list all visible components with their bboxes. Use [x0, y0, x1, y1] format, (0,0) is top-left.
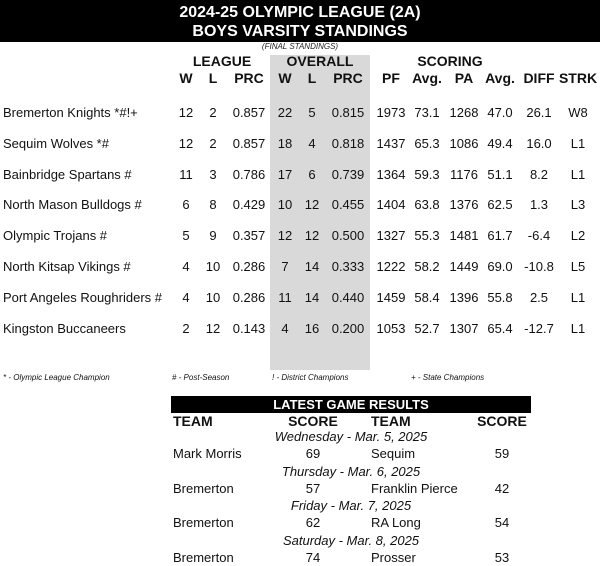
scoring-group-header: SCORING [417, 53, 483, 69]
legend-district: ! - District Champions [272, 373, 349, 382]
stat-pf: 1404 [376, 197, 406, 212]
col-overall-l: L [307, 70, 317, 86]
stat-pfavg: 63.8 [414, 197, 440, 212]
stat-paavg: 65.4 [487, 321, 513, 336]
team-name: Bremerton Knights *#!+ [3, 105, 138, 120]
col-diff: DIFF [523, 70, 555, 86]
results-header-score2: SCORE [477, 413, 527, 429]
stat-ow: 10 [277, 197, 293, 212]
stat-pa: 1449 [449, 259, 479, 274]
stat-pa: 1268 [449, 105, 479, 120]
stat-ow: 11 [278, 290, 292, 305]
stat-pf: 1437 [376, 136, 406, 151]
col-league-w: W [179, 70, 193, 86]
stat-paavg: 55.8 [487, 290, 513, 305]
title-bar [0, 0, 600, 42]
results-header-team2: TEAM [371, 413, 411, 429]
stat-paavg: 51.1 [487, 167, 513, 182]
game-score1: 57 [305, 481, 321, 496]
col-pf-avg: Avg. [412, 70, 442, 86]
stat-pa: 1176 [450, 167, 478, 182]
stat-ol: 4 [308, 136, 316, 151]
game-team2: Prosser [371, 550, 416, 565]
stat-ol: 14 [304, 259, 320, 274]
game-team1: Bremerton [173, 481, 234, 496]
stat-ol: 14 [304, 290, 320, 305]
stat-pf: 1327 [376, 228, 406, 243]
title-line-1: 2024-25 OLYMPIC LEAGUE (2A) [179, 4, 421, 21]
game-team2: Franklin Pierce [371, 481, 458, 496]
stat-ll: 2 [209, 105, 217, 120]
stat-lprc: 0.857 [232, 105, 266, 120]
stat-pfavg: 73.1 [414, 105, 440, 120]
stat-oprc: 0.200 [331, 321, 365, 336]
stat-oprc: 0.815 [331, 105, 365, 120]
stat-pa: 1481 [449, 228, 479, 243]
stat-ll: 12 [205, 321, 221, 336]
stat-paavg: 69.0 [487, 259, 513, 274]
stat-oprc: 0.739 [331, 167, 365, 182]
game-team2: Sequim [371, 446, 416, 461]
stat-ll: 10 [205, 290, 221, 305]
stat-pfavg: 55.3 [414, 228, 440, 243]
stat-ow: 4 [281, 321, 289, 336]
stat-strk: L1 [570, 290, 586, 305]
stat-diff: 16.0 [526, 136, 552, 151]
stat-paavg: 47.0 [487, 105, 513, 120]
stat-ow: 17 [277, 167, 293, 182]
stat-pf: 1222 [376, 259, 406, 274]
stat-ow: 22 [277, 105, 293, 120]
stat-strk: L1 [570, 321, 586, 336]
game-score1: 74 [305, 550, 321, 565]
stat-strk: L1 [570, 136, 586, 151]
stat-pfavg: 59.3 [414, 167, 440, 182]
stat-oprc: 0.500 [331, 228, 365, 243]
game-date: Saturday - Mar. 8, 2025 [282, 533, 420, 548]
game-team1: Bremerton [173, 550, 234, 565]
stat-oprc: 0.333 [331, 259, 365, 274]
stat-pa: 1086 [449, 136, 479, 151]
stat-diff: -12.7 [524, 321, 554, 336]
stat-ol: 12 [304, 228, 320, 243]
col-overall-w: W [278, 70, 292, 86]
stat-ll: 2 [209, 136, 217, 151]
game-score1: 62 [305, 515, 321, 530]
stat-lw: 4 [182, 259, 190, 274]
stat-ll: 10 [205, 259, 221, 274]
game-score2: 53 [494, 550, 510, 565]
game-team2: RA Long [371, 515, 421, 530]
results-header-score1: SCORE [288, 413, 338, 429]
stat-ol: 5 [308, 105, 316, 120]
stat-ow: 7 [281, 259, 289, 274]
legend-state: + - State Champions [411, 373, 485, 382]
stat-diff: 8.2 [529, 167, 549, 182]
stat-ow: 12 [277, 228, 293, 243]
col-league-l: L [208, 70, 218, 86]
stat-diff: 26.1 [526, 105, 552, 120]
stat-lprc: 0.786 [232, 167, 266, 182]
stat-lw: 11 [179, 167, 193, 182]
results-header-team1: TEAM [173, 413, 213, 429]
stat-paavg: 62.5 [487, 197, 513, 212]
legend-champion: * - Olympic League Champion [3, 373, 110, 382]
stat-ol: 6 [308, 167, 316, 182]
stat-ow: 18 [277, 136, 293, 151]
stat-lw: 6 [182, 197, 190, 212]
team-name: North Kitsap Vikings # [3, 259, 131, 274]
game-team1: Mark Morris [173, 446, 242, 461]
stat-pfavg: 52.7 [414, 321, 440, 336]
stat-pf: 1053 [376, 321, 406, 336]
stat-lw: 4 [182, 290, 190, 305]
stat-strk: L5 [570, 259, 586, 274]
col-pa: PA [454, 70, 474, 86]
col-pf: PF [382, 70, 400, 86]
stat-pa: 1376 [449, 197, 479, 212]
game-team1: Bremerton [173, 515, 234, 530]
stat-oprc: 0.440 [331, 290, 365, 305]
stat-ol: 12 [304, 197, 320, 212]
team-name: Bainbridge Spartans # [3, 167, 132, 182]
stat-ll: 9 [209, 228, 217, 243]
stat-strk: W8 [568, 105, 588, 120]
stat-diff: -6.4 [527, 228, 551, 243]
stat-ll: 8 [209, 197, 217, 212]
team-name: Port Angeles Roughriders # [3, 290, 162, 305]
stat-pfavg: 58.2 [414, 259, 440, 274]
col-strk: STRK [558, 70, 598, 86]
team-name: Kingston Buccaneers [3, 321, 126, 336]
stat-strk: L3 [570, 197, 586, 212]
stat-pfavg: 58.4 [414, 290, 440, 305]
stat-pa: 1396 [449, 290, 479, 305]
stat-lw: 12 [178, 105, 194, 120]
stat-lprc: 0.143 [232, 321, 266, 336]
overall-group-header: OVERALL [286, 53, 354, 69]
stat-strk: L2 [570, 228, 586, 243]
game-score2: 59 [494, 446, 510, 461]
stat-pa: 1307 [449, 321, 479, 336]
stat-strk: L1 [570, 167, 586, 182]
game-score2: 54 [494, 515, 510, 530]
stat-pf: 1364 [376, 167, 406, 182]
stat-paavg: 61.7 [487, 228, 513, 243]
col-league-prc: PRC [234, 70, 264, 86]
title-line-2: BOYS VARSITY STANDINGS [192, 23, 408, 40]
stat-lprc: 0.857 [232, 136, 266, 151]
stat-lw: 12 [178, 136, 194, 151]
team-name: Olympic Trojans # [3, 228, 108, 243]
legend-postseason: # - Post-Season [172, 373, 230, 382]
stat-lw: 2 [182, 321, 190, 336]
stat-pf: 1973 [376, 105, 406, 120]
stat-lw: 5 [182, 228, 190, 243]
col-pa-avg: Avg. [485, 70, 515, 86]
stat-pf: 1459 [376, 290, 406, 305]
stat-lprc: 0.286 [232, 290, 266, 305]
game-score1: 69 [305, 446, 321, 461]
stat-oprc: 0.455 [331, 197, 365, 212]
stat-ol: 16 [304, 321, 320, 336]
stat-lprc: 0.286 [232, 259, 266, 274]
stat-diff: -10.8 [524, 259, 554, 274]
game-score2: 42 [494, 481, 510, 496]
stat-lprc: 0.429 [232, 197, 266, 212]
stat-ll: 3 [209, 167, 217, 182]
col-overall-prc: PRC [333, 70, 363, 86]
stat-lprc: 0.357 [232, 228, 266, 243]
stat-diff: 2.5 [529, 290, 549, 305]
results-title-bar: LATEST GAME RESULTS [171, 396, 531, 413]
standings-subtitle: (FINAL STANDINGS) [261, 42, 339, 51]
stat-diff: 1.3 [529, 197, 549, 212]
game-date: Thursday - Mar. 6, 2025 [281, 464, 421, 479]
stat-pfavg: 65.3 [414, 136, 440, 151]
game-date: Wednesday - Mar. 5, 2025 [274, 429, 428, 444]
game-date: Friday - Mar. 7, 2025 [290, 498, 412, 513]
team-name: Sequim Wolves *# [3, 136, 109, 151]
stat-oprc: 0.818 [331, 136, 365, 151]
stat-paavg: 49.4 [487, 136, 513, 151]
team-name: North Mason Bulldogs # [3, 197, 142, 212]
league-group-header: LEAGUE [192, 53, 252, 69]
